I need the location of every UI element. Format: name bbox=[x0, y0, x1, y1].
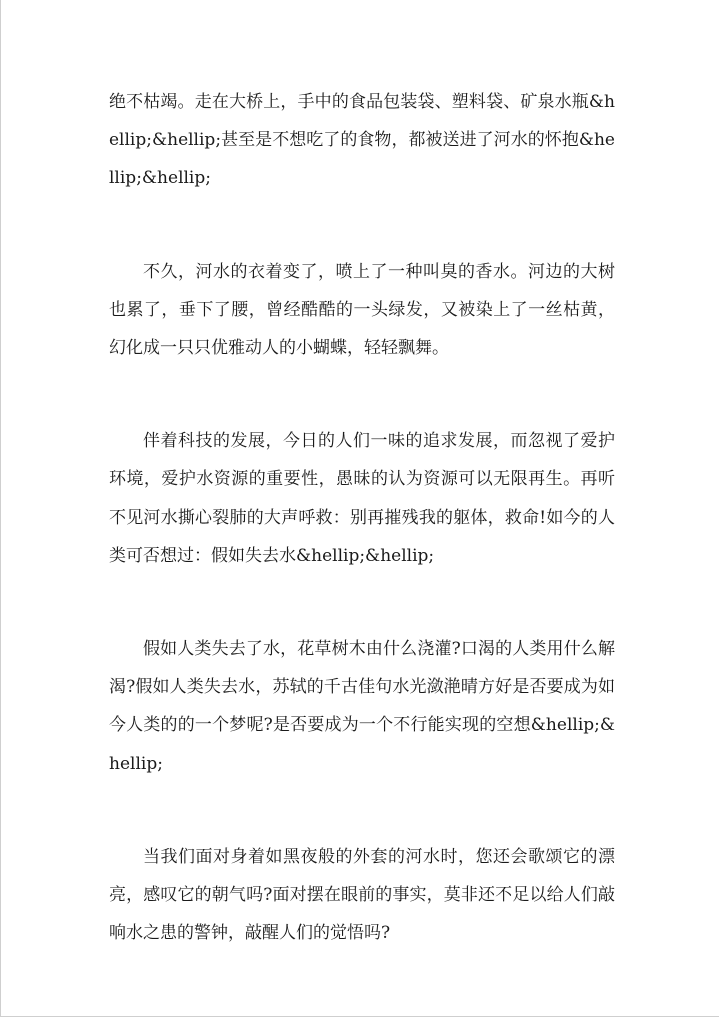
document-body bbox=[109, 83, 615, 1007]
paragraph-4: 假如人类失去了水，花草树木由什么浇灌?口渴的人类用什么解渴?假如人类失去水，苏轼的千古佳句水光潋滟晴方好是否要成为如今人类的的一个梦呢?是否要成为一个不行能实现的空想&hellip;&hellip; bbox=[109, 639, 615, 774]
paragraph-2: 不久，河水的衣着变了，喷上了一种叫臭的香水。河边的大树也累了，垂下了腰，曾经酷酷的一头绿发，又被染上了一丝枯黄，幻化成一只只优雅动人的小蝴蝶，轻轻飘舞。 bbox=[109, 261, 615, 359]
paragraph-1: 绝不枯竭。走在大桥上，手中的食品包装袋、塑料袋、矿泉水瓶&hellip;&hellip;甚至是不想吃了的食物，都被送进了河水的怀抱&hellip;&hellip; bbox=[109, 92, 615, 189]
paragraph-5: 当我们面对身着如黑夜般的外套的河水时，您还会歌颂它的漂亮，感叹它的朝气吗?面对摆在眼前的事实，莫非还不足以给人们敲响水之患的警钟，敲醒人们的觉悟吗? bbox=[109, 846, 615, 944]
paragraph-3: 伴着科技的发展，今日的人们一味的追求发展，而忽视了爱护环境，爱护水资源的重要性，愚昧的认为资源可以无限再生。再听不见河水撕心裂肺的大声呼救：别再摧残我的躯体，救命!如今的人类可否想过：假如失去水&hellip;&hellip; bbox=[109, 431, 615, 566]
